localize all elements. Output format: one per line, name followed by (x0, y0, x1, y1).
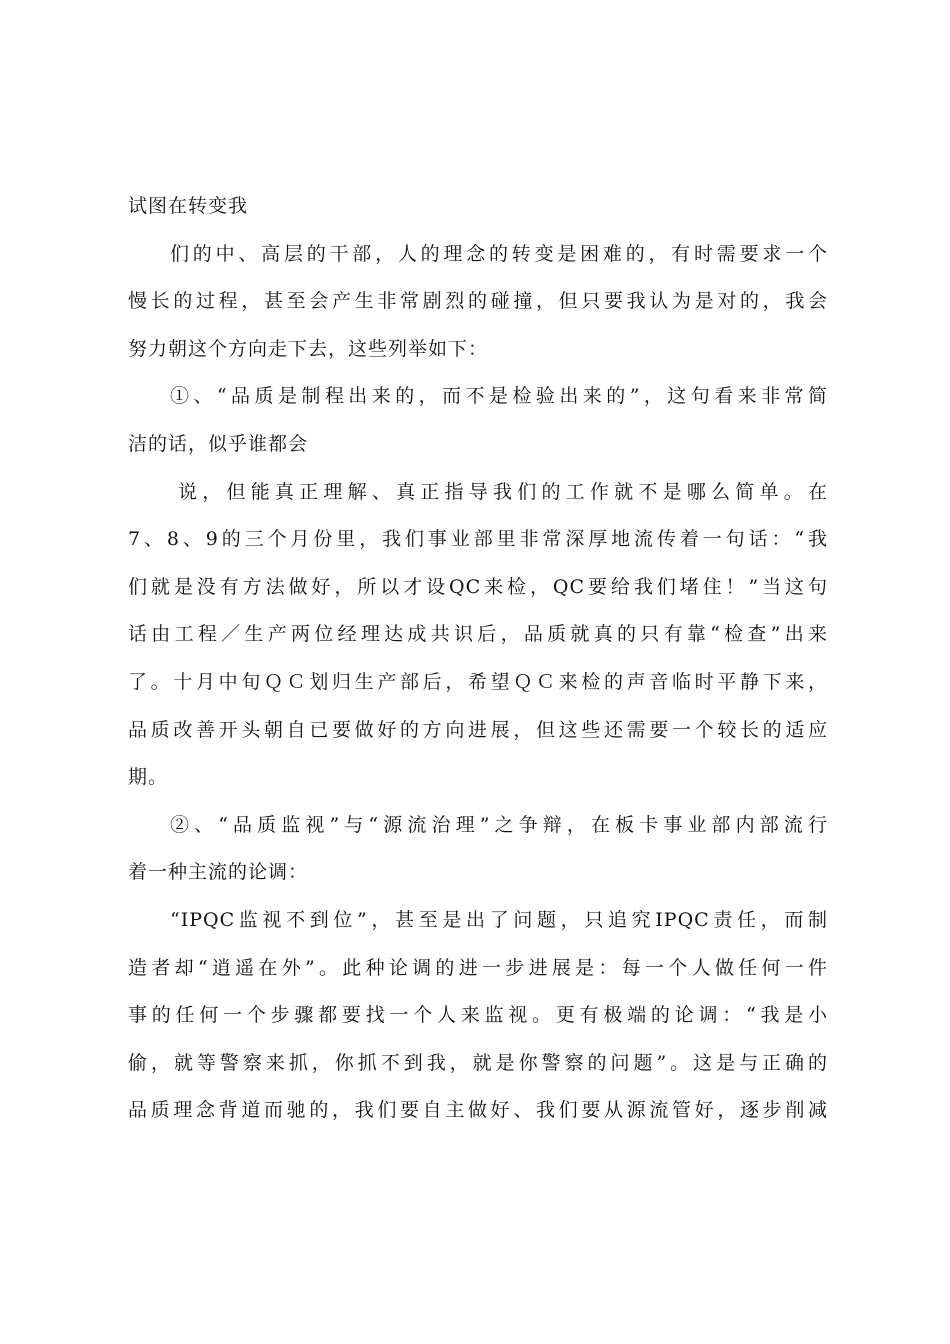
text-line: 品质改善开头朝自已要做好的方向进展，但这些还需要一个较长的适应 (128, 718, 828, 741)
text-line: “IPQC监视不到位”，甚至是出了问题，只追究IPQC责任，而制 (170, 908, 828, 931)
text-line: 了。十月中旬ＱＣ划归生产部后，希望ＱＣ来检的声音临时平静下来， (128, 670, 828, 693)
text-line: 着一种主流的论调： (128, 861, 309, 884)
text-line: 们就是没有方法做好，所以才设QC来检，QC要给我们堵住！”当这句 (128, 575, 828, 598)
text-line: 慢长的过程，甚至会产生非常剧烈的碰撞，但只要我认为是对的，我会 (128, 290, 828, 313)
text-line: 们的中、高层的干部，人的理念的转变是困难的，有时需要求一个 (170, 242, 828, 265)
text-line: 话由工程／生产两位经理达成共识后，品质就真的只有靠“检查”出来 (128, 623, 828, 646)
text-line: 偷，就等警察来抓，你抓不到我，就是你警察的问题”。这是与正确的 (128, 1051, 828, 1074)
text-line: ①、“品质是制程出来的，而不是检验出来的”，这句看来非常简 (170, 385, 828, 408)
text-line: 品质理念背道而驰的，我们要自主做好、我们要从源流管好，逐步削减 (128, 1099, 828, 1122)
document-body (128, 183, 828, 1135)
text-line: 洁的话，似乎谁都会 (128, 432, 309, 455)
text-line: 努力朝这个方向走下去，这些列举如下： (128, 337, 489, 360)
text-line: 事的任何一个步骤都要找一个人来监视。更有极端的论调：“我是小 (128, 1004, 828, 1027)
text-line: 期。 (128, 766, 169, 789)
text-line: 试图在转变我 (128, 195, 249, 217)
text-line: ②、“品质监视”与“源流治理”之争辩，在板卡事业部内部流行 (170, 813, 828, 836)
text-line: 造者却“逍遥在外”。此种论调的进一步进展是：每一个人做任何一件 (128, 956, 828, 979)
text-line: 7、8、9的三个月份里，我们事业部里非常深厚地流传着一句话：“我 (128, 528, 828, 551)
text-line: 说，但能真正理解、真正指导我们的工作就不是哪么简单。在 (178, 480, 828, 503)
